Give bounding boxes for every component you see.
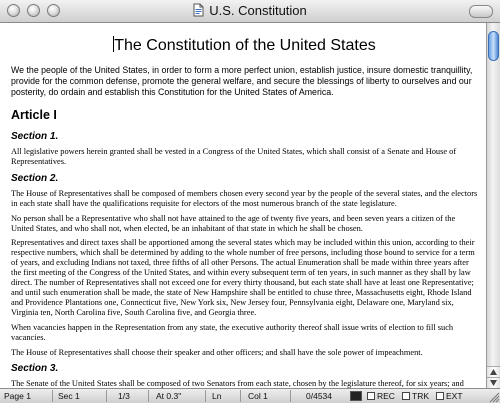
status-divider — [290, 390, 291, 402]
status-divider — [240, 390, 241, 402]
section-1 — [11, 131, 478, 167]
trk-checkbox[interactable] — [402, 392, 410, 400]
status-page-count: 1/3 — [118, 391, 130, 401]
status-divider — [52, 390, 53, 402]
paragraph: Representatives and direct taxes shall be apportioned among the several states which may be included within this union, according to their respective numbers, which shall be determined by adding to the whole number of free persons, including those bound to service for a term of years, and excluding Indians not taxed, three fifths of all other Persons. The actual Enumeration shall be made within three years after the first meeting of the Congress of the United States, and within every subsequent term of ten years, in such manner as they shall by law direct. The number of Representatives shall not exceed one for every thirty thousand, but each state shall have at least one Representative; and until such enumeration shall be made, the state of New Hampshire shall be entitled to chuse three, Massachusetts eight, Rhode Island and Providence Plantations one, Connecticut five, New York six, New Jersey four, Pennsylvania eight, Delaware one, Maryland six, Virginia ten, North Carolina five, South Carolina five, and Georgia three. — [11, 238, 475, 317]
article-heading: Article I — [11, 108, 57, 122]
scroll-thumb[interactable] — [488, 31, 499, 61]
rec-checkbox[interactable] — [367, 392, 375, 400]
section-heading: Section 1. — [11, 131, 59, 142]
status-page: Page 1 — [4, 391, 31, 401]
window-title: U.S. Constitution — [209, 3, 307, 18]
preamble: We the people of the United States, in order to form a more perfect union, establish justice, insure domestic tranquillity, provide for the common defense, promote the general welfare, and secure the blessings of liberty to ourselves and our posterity, do ordain and establish this Constitution for the United States of America. — [11, 65, 473, 97]
status-word-count: 0/4534 — [306, 391, 332, 401]
document-heading: The Constitution of the United States — [114, 37, 376, 54]
title-bar — [0, 0, 500, 23]
status-column: Col 1 — [248, 391, 268, 401]
status-divider — [205, 390, 206, 402]
ext-checkbox[interactable] — [436, 392, 444, 400]
status-bar — [0, 388, 500, 403]
paragraph: The House of Representatives shall choose their speaker and other officers; and shall have the sole power of impeachment. — [11, 347, 423, 357]
toolbar-toggle-button[interactable] — [469, 5, 493, 18]
dictionary-icon[interactable] — [350, 391, 362, 401]
section-2 — [11, 173, 478, 358]
vertical-scrollbar[interactable] — [486, 23, 500, 388]
arrow-up-icon — [490, 369, 497, 375]
section-heading: Section 2. — [11, 172, 59, 184]
document-area[interactable] — [0, 23, 486, 388]
status-line: Ln — [212, 391, 222, 401]
document-page — [0, 23, 486, 388]
status-section: Sec 1 — [58, 391, 80, 401]
status-at: At 0.3" — [156, 391, 182, 401]
section-heading: Section 3. — [11, 363, 59, 375]
paragraph: No person shall be a Representative who shall not have attained to the age of twenty five years, and been seven years a citizen of the United States, and who shall not, when elected, be an inhabitant of that state in which he shall be chosen. — [11, 213, 456, 233]
paragraph: All legislative powers herein granted shall be vested in a Congress of the United States, which shall consist of a Senate and House of Representatives. — [11, 147, 457, 166]
paragraph: The Senate of the United States shall be composed of two Senators from each state, chosen by the legislature thereof, for six years; and — [11, 379, 464, 388]
scroll-down-button[interactable] — [487, 377, 500, 388]
resize-grip-icon[interactable] — [486, 389, 500, 403]
status-divider — [148, 390, 149, 402]
document-icon — [193, 3, 204, 17]
status-divider — [106, 390, 107, 402]
paragraph: The House of Representatives shall be composed of members chosen every second year by the people of the several states, and the electors in each state shall have the qualifications requisite for electors of the most numerous branch of the state legislature. — [11, 188, 478, 208]
scroll-up-button[interactable] — [487, 366, 500, 377]
paragraph: When vacancies happen in the Representation from any state, the executive authority thereof shall issue writs of election to fill such vacancies. — [11, 322, 454, 342]
window-title-area — [0, 3, 500, 18]
arrow-down-icon — [490, 380, 497, 386]
status-rec[interactable]: REC — [377, 391, 395, 401]
status-trk[interactable]: TRK — [412, 391, 429, 401]
section-3 — [11, 363, 478, 388]
status-ext[interactable]: EXT — [446, 391, 463, 401]
